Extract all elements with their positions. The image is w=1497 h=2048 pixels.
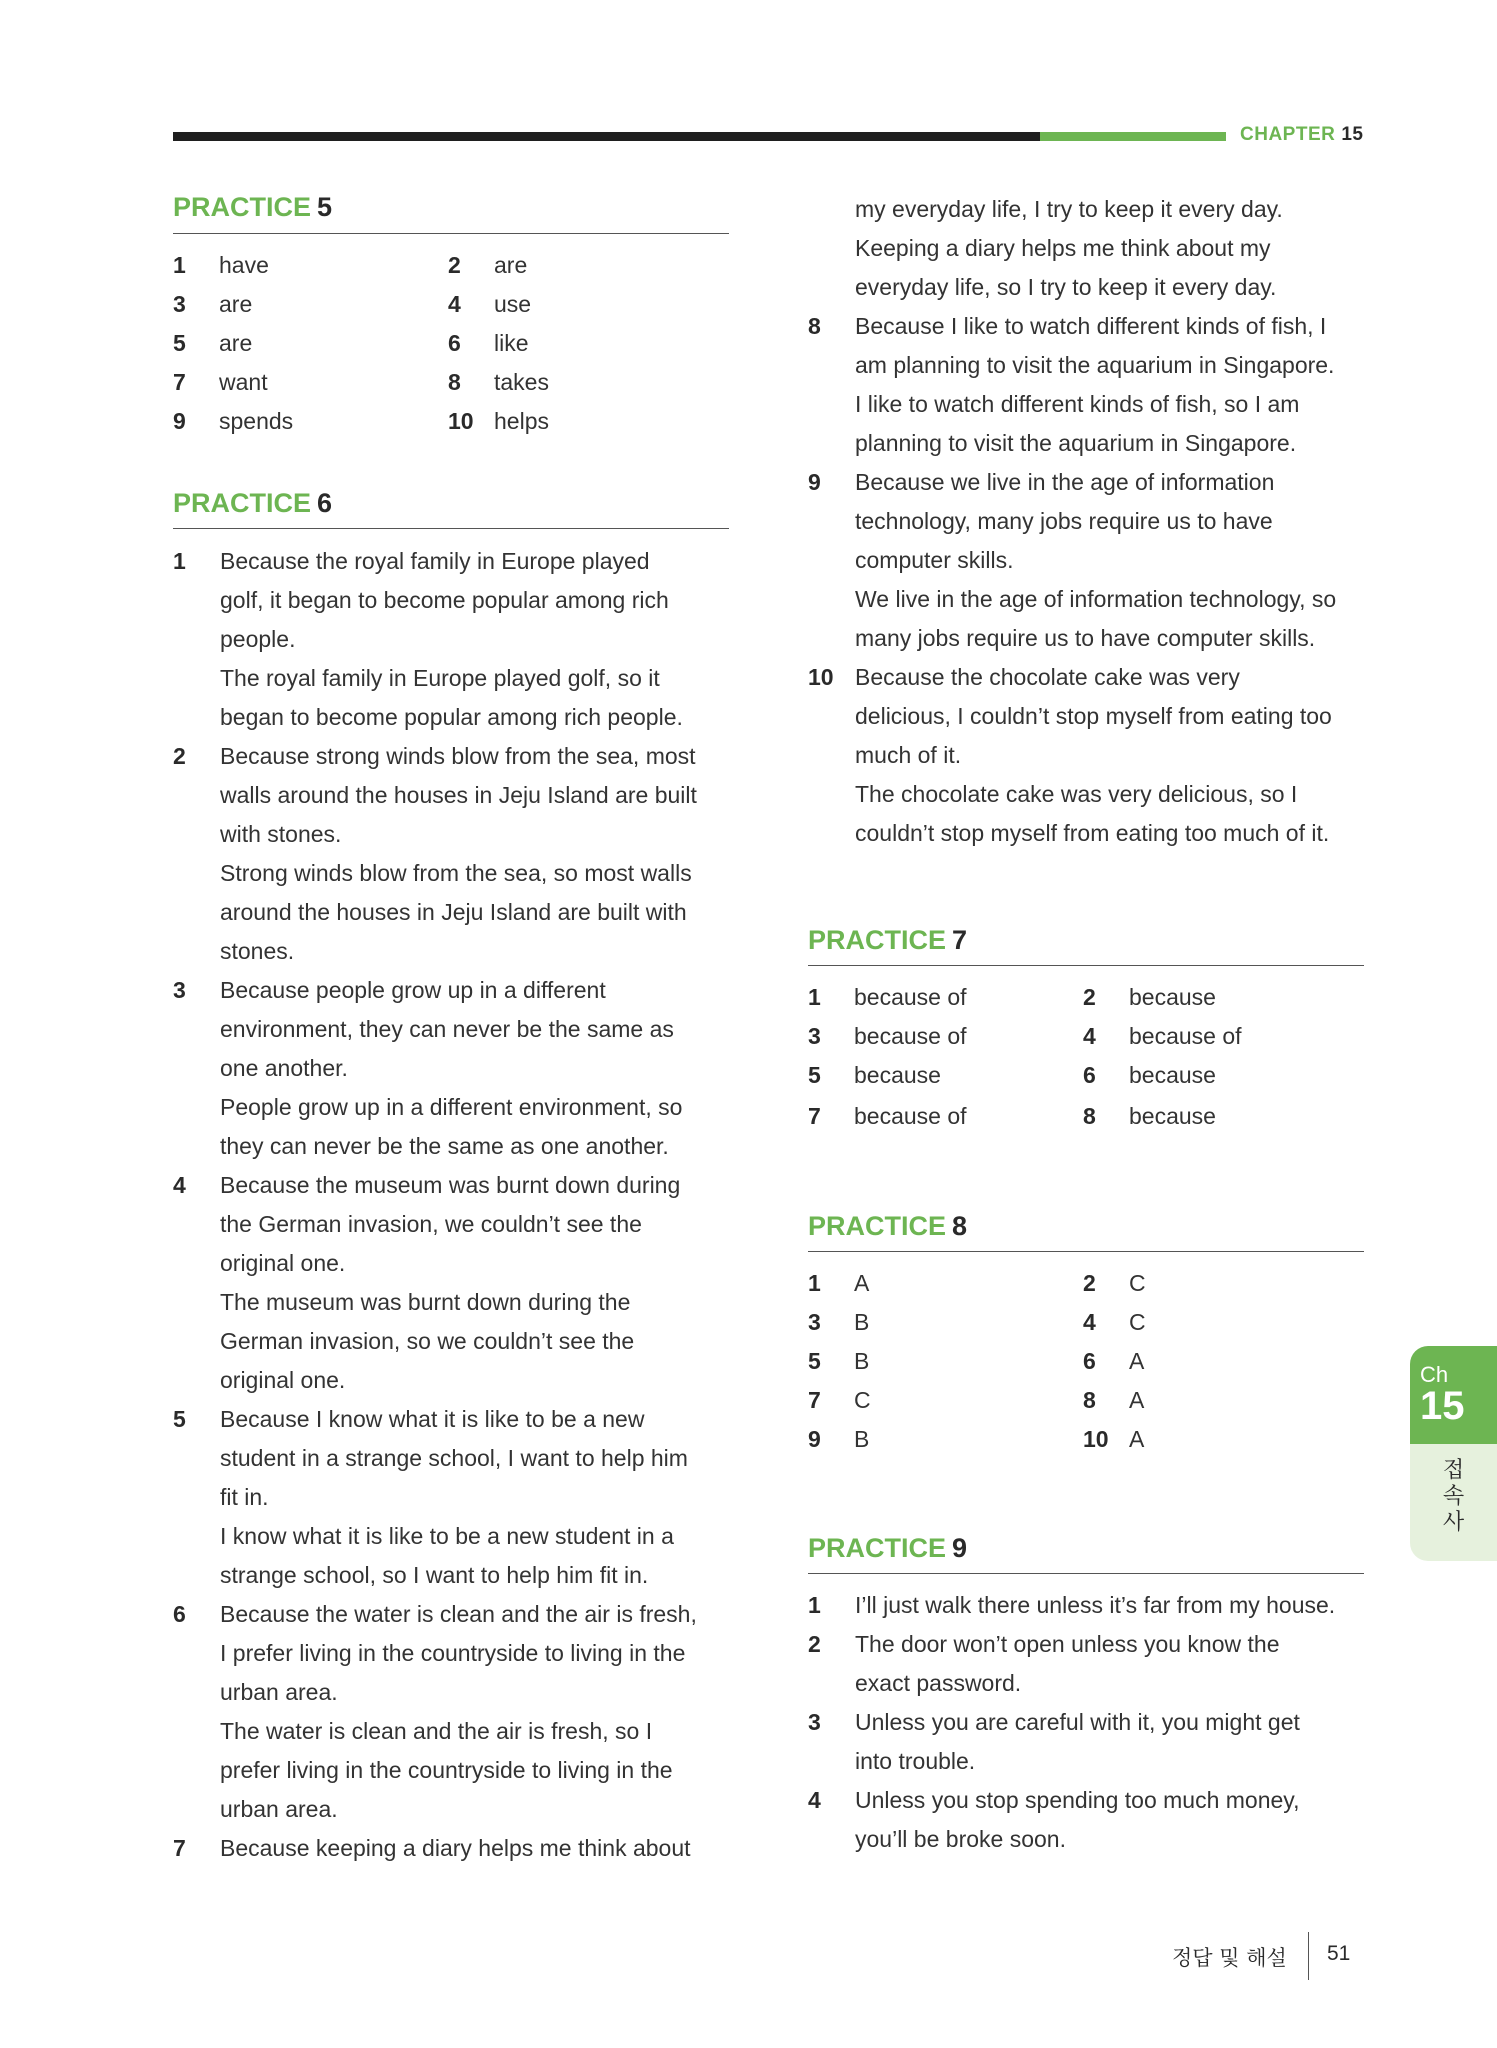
divider — [808, 1573, 1364, 1574]
answer-text: B — [854, 1309, 870, 1335]
item-line: We live in the age of information technology, so — [855, 586, 1337, 612]
answer-text: spends — [219, 408, 294, 434]
answer-text: because — [854, 1062, 941, 1088]
answer-number: 6 — [448, 330, 461, 356]
practice-9-heading: PRACTICE 9 — [808, 1533, 968, 1563]
item-line: I know what it is like to be a new student in a — [220, 1523, 674, 1549]
item-line: Because the museum was burnt down during — [220, 1172, 681, 1198]
answer-number: 4 — [1083, 1309, 1096, 1335]
answer-number: 10 — [1083, 1426, 1109, 1452]
list-item — [808, 1586, 1378, 1625]
divider — [173, 233, 729, 234]
answer-item — [173, 289, 252, 319]
item-line: golf, it began to become popular among rich — [220, 587, 669, 613]
answer-text: because — [1129, 1062, 1216, 1088]
item-line: Because the royal family in Europe played — [220, 548, 650, 574]
item-line: People grow up in a different environment, so — [220, 1094, 683, 1120]
item-line: Because we live in the age of information — [855, 469, 1275, 495]
list-item — [808, 1703, 1378, 1781]
item-number: 3 — [808, 1709, 821, 1735]
item-line: computer skills. — [855, 547, 1014, 573]
item-number: 1 — [808, 1592, 821, 1618]
item-number: 2 — [808, 1631, 821, 1657]
item-line: I like to watch different kinds of fish, so I am — [855, 391, 1300, 417]
item-line: one another. — [220, 1055, 348, 1081]
item-line: couldn’t stop myself from eating too much of it. — [855, 820, 1330, 846]
answer-text: are — [219, 330, 253, 356]
answer-text: are — [494, 252, 528, 278]
practice-7-heading: PRACTICE 7 — [808, 925, 968, 955]
practice-5-heading: PRACTICE 5 — [173, 192, 333, 222]
answer-text: B — [854, 1426, 870, 1452]
answer-text: C — [1129, 1270, 1146, 1296]
answer-text: C — [854, 1387, 871, 1413]
side-tab-number: 15 — [1420, 1384, 1465, 1428]
answer-item — [1083, 1424, 1144, 1454]
item-number: 6 — [173, 1601, 186, 1627]
answer-number: 5 — [808, 1348, 821, 1374]
answer-item — [808, 1424, 869, 1454]
answer-item — [173, 367, 268, 397]
answer-item — [1083, 1060, 1216, 1090]
item-line: original one. — [220, 1250, 346, 1276]
item-line: Because I know what it is like to be a new — [220, 1406, 645, 1432]
item-number: 2 — [173, 743, 186, 769]
item-line: Unless you are careful with it, you might get — [855, 1709, 1300, 1735]
answer-item — [1083, 1021, 1242, 1051]
practice-9-answers — [808, 1586, 1378, 1859]
answer-text: because — [1129, 984, 1216, 1010]
answer-item — [448, 328, 529, 358]
item-line: The chocolate cake was very delicious, so I — [855, 781, 1298, 807]
item-line: Because people grow up in a different — [220, 977, 606, 1003]
item-line: many jobs require us to have computer skills. — [855, 625, 1316, 651]
answer-number: 4 — [448, 291, 461, 317]
list-item — [808, 307, 1368, 463]
list-item — [808, 1625, 1378, 1703]
item-number: 4 — [808, 1787, 821, 1813]
answer-item — [448, 367, 549, 397]
item-line: they can never be the same as one another. — [220, 1133, 669, 1159]
answer-number: 7 — [173, 369, 186, 395]
chapter-side-tab[interactable] — [1410, 1346, 1497, 1561]
answer-number: 9 — [808, 1426, 821, 1452]
header-bar-accent — [1040, 132, 1226, 141]
answer-item — [808, 1101, 967, 1131]
item-number: 4 — [173, 1172, 186, 1198]
answer-text: want — [219, 369, 268, 395]
list-item — [808, 658, 1368, 853]
item-line: delicious, I couldn’t stop myself from eating too — [855, 703, 1332, 729]
side-tab-title: 접 속 사 — [1410, 1444, 1497, 1561]
answer-number: 6 — [1083, 1348, 1096, 1374]
answer-number: 4 — [1083, 1023, 1096, 1049]
item-line: walls around the houses in Jeju Island are built — [220, 782, 697, 808]
answer-number: 1 — [173, 252, 186, 278]
answer-number: 10 — [448, 408, 474, 434]
answer-text: because of — [854, 1023, 967, 1049]
answer-item — [1083, 1307, 1146, 1337]
answer-item — [808, 1385, 871, 1415]
item-line: people. — [220, 626, 296, 652]
chapter-label: CHAPTER 15 — [1240, 124, 1364, 145]
answer-item — [808, 1268, 869, 1298]
list-item — [808, 463, 1368, 658]
item-line: the German invasion, we couldn’t see the — [220, 1211, 642, 1237]
answer-text: are — [219, 291, 253, 317]
answer-number: 3 — [808, 1023, 821, 1049]
item-number: 10 — [808, 664, 834, 690]
answer-number: 3 — [173, 291, 186, 317]
item-line: Because strong winds blow from the sea, most — [220, 743, 696, 769]
item-line: much of it. — [855, 742, 962, 768]
page-number: 51 — [1327, 1942, 1351, 1965]
answer-item — [808, 1307, 869, 1337]
answer-item — [1083, 1268, 1146, 1298]
answer-item — [1083, 1346, 1144, 1376]
item-number: 1 — [173, 548, 186, 574]
answer-item — [173, 328, 252, 358]
answer-item — [1083, 1101, 1216, 1131]
answer-text: because of — [854, 1103, 967, 1129]
divider — [808, 965, 1364, 966]
answer-number: 8 — [1083, 1103, 1096, 1129]
practice-6-answers-continued — [808, 190, 1368, 853]
item-number: 8 — [808, 313, 821, 339]
item-line: student in a strange school, I want to help him — [220, 1445, 688, 1471]
answer-item — [808, 982, 967, 1012]
item-line: am planning to visit the aquarium in Singapore. — [855, 352, 1335, 378]
answer-number: 7 — [808, 1387, 821, 1413]
list-item — [173, 1595, 743, 1829]
answer-text: A — [1129, 1348, 1145, 1374]
answer-number: 9 — [173, 408, 186, 434]
item-line: The water is clean and the air is fresh, so I — [220, 1718, 653, 1744]
answer-number: 1 — [808, 984, 821, 1010]
answer-text: because of — [854, 984, 967, 1010]
answer-text: use — [494, 291, 532, 317]
item-line: environment, they can never be the same as — [220, 1016, 674, 1042]
item-line: urban area. — [220, 1679, 338, 1705]
answer-item — [808, 1060, 941, 1090]
item-line: Strong winds blow from the sea, so most walls — [220, 860, 692, 886]
practice-8-heading: PRACTICE 8 — [808, 1211, 968, 1241]
item-line: stones. — [220, 938, 295, 964]
item-line: Because I like to watch different kinds of fish, I — [855, 313, 1327, 339]
answer-number: 1 — [808, 1270, 821, 1296]
practice-6-heading: PRACTICE 6 — [173, 488, 333, 518]
list-item — [173, 1829, 743, 1868]
item-line: fit in. — [220, 1484, 269, 1510]
list-item — [173, 737, 743, 971]
item-line: you’ll be broke soon. — [855, 1826, 1066, 1852]
item-line: The door won’t open unless you know the — [855, 1631, 1280, 1657]
answer-text: A — [854, 1270, 870, 1296]
item-line: original one. — [220, 1367, 346, 1393]
item-line: German invasion, so we couldn’t see the — [220, 1328, 635, 1354]
item-number: 3 — [173, 977, 186, 1003]
answer-number: 7 — [808, 1103, 821, 1129]
answer-number: 5 — [808, 1062, 821, 1088]
answer-number: 2 — [1083, 984, 1096, 1010]
answer-text: helps — [494, 408, 549, 434]
answer-item — [448, 250, 527, 280]
answer-number: 5 — [173, 330, 186, 356]
item-line: Keeping a diary helps me think about my — [855, 235, 1271, 261]
item-line: planning to visit the aquarium in Singapore. — [855, 430, 1297, 456]
item-number: 7 — [173, 1835, 186, 1861]
item-line: strange school, so I want to help him fit in. — [220, 1562, 649, 1588]
list-item — [173, 542, 743, 737]
item-line: around the houses in Jeju Island are built with — [220, 899, 687, 925]
answer-text: C — [1129, 1309, 1146, 1335]
list-item — [808, 190, 1368, 307]
list-item — [173, 971, 743, 1166]
answer-number: 8 — [1083, 1387, 1096, 1413]
item-line: exact password. — [855, 1670, 1022, 1696]
item-line: Because the chocolate cake was very — [855, 664, 1240, 690]
answer-item — [173, 406, 293, 436]
answer-number: 2 — [448, 252, 461, 278]
item-number: 5 — [173, 1406, 186, 1432]
item-line: urban area. — [220, 1796, 338, 1822]
item-line: Because keeping a diary helps me think about — [220, 1835, 691, 1861]
item-line: prefer living in the countryside to living in the — [220, 1757, 673, 1783]
answer-item — [1083, 982, 1216, 1012]
answer-item — [173, 250, 269, 280]
practice-6-answers — [173, 542, 743, 1868]
item-line: began to become popular among rich people. — [220, 704, 683, 730]
answer-number: 8 — [448, 369, 461, 395]
answer-text: because of — [1129, 1023, 1242, 1049]
divider — [173, 528, 729, 529]
side-tab-ch: Ch — [1420, 1362, 1449, 1387]
answer-text: because — [1129, 1103, 1216, 1129]
list-item — [808, 1781, 1378, 1859]
answer-text: B — [854, 1348, 870, 1374]
answer-item — [808, 1021, 967, 1051]
answer-item — [1083, 1385, 1144, 1415]
list-item — [173, 1166, 743, 1400]
divider — [808, 1251, 1364, 1252]
footer-divider — [1308, 1932, 1309, 1980]
footer-label: 정답 및 해설 — [1172, 1946, 1287, 1970]
answer-number: 3 — [808, 1309, 821, 1335]
answer-text: have — [219, 252, 269, 278]
item-line: Unless you stop spending too much money, — [855, 1787, 1300, 1813]
answer-item — [448, 289, 531, 319]
item-line: my everyday life, I try to keep it every day. — [855, 196, 1283, 222]
item-line: with stones. — [220, 821, 342, 847]
answer-number: 6 — [1083, 1062, 1096, 1088]
answer-item — [448, 406, 549, 436]
item-number: 9 — [808, 469, 821, 495]
item-line: Because the water is clean and the air is fresh, — [220, 1601, 697, 1627]
item-line: everyday life, so I try to keep it every day. — [855, 274, 1277, 300]
item-line: The museum was burnt down during the — [220, 1289, 631, 1315]
answer-text: A — [1129, 1426, 1145, 1452]
item-line: technology, many jobs require us to have — [855, 508, 1273, 534]
header-bar — [173, 132, 1040, 141]
answer-number: 2 — [1083, 1270, 1096, 1296]
list-item — [173, 1400, 743, 1595]
answer-item — [808, 1346, 869, 1376]
item-line: I prefer living in the countryside to living in the — [220, 1640, 686, 1666]
item-line: I’ll just walk there unless it’s far from my house. — [855, 1592, 1336, 1618]
answer-text: like — [494, 330, 529, 356]
item-line: into trouble. — [855, 1748, 976, 1774]
answer-text: A — [1129, 1387, 1145, 1413]
answer-text: takes — [494, 369, 549, 395]
item-line: The royal family in Europe played golf, so it — [220, 665, 660, 691]
